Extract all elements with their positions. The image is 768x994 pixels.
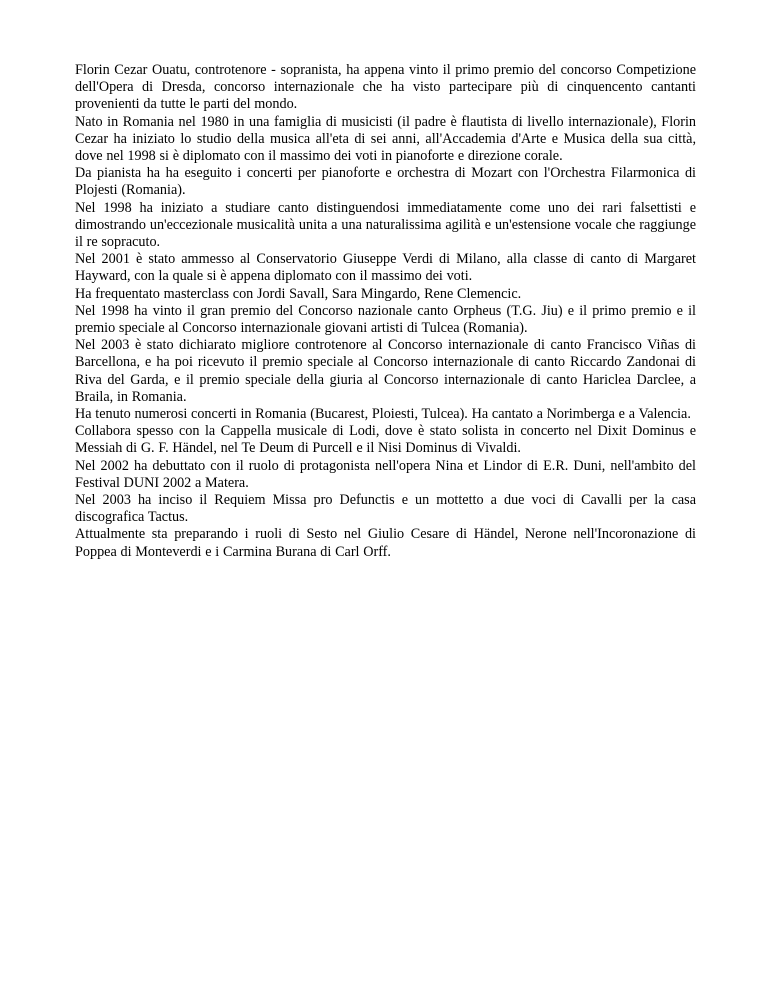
paragraph-singing-start: Nel 1998 ha iniziato a studiare canto distinguendosi immediatamente come uno dei rari falsettisti e dimostrando un'eccezionale musicalità unita a una naturalissima agilità e un'estensione vocale che raggiunge il re sopracuto. (75, 199, 696, 251)
paragraph-cappella: Collabora spesso con la Cappella musicale di Lodi, dove è stato solista in concerto nel Dixit Dominus e Messiah di G. F. Händel, nel Te Deum di Purcell e il Nisi Dominus di Vivaldi. (75, 423, 696, 457)
paragraph-prize-2003: Nel 2003 è stato dichiarato migliore controtenore al Concorso internazionale di canto Francisco Viñas di Barcellona, e ha poi ricevuto il premio speciale al Concorso internazionale di canto Riccardo Zandonai di Riva del Garda, e il premio speciale della giuria al Concorso internazionale di canto Hariclea Darclee, a Braila, in Romania. (75, 337, 696, 405)
paragraph-pianist: Da pianista ha ha eseguito i concerti per pianoforte e orchestra di Mozart con l'Orchestra Filarmonica di Plojesti (Romania). (75, 165, 696, 199)
paragraph-recording: Nel 2003 ha inciso il Requiem Missa pro Defunctis e un mottetto a due voci di Cavalli per la casa discografica Tactus. (75, 492, 696, 526)
paragraph-birth: Nato in Romania nel 1980 in una famiglia di musicisti (il padre è flautista di livello internazionale), Florin Cezar ha iniziato lo studio della musica all'eta di sei anni, all'Accademia d'Arte e Musica della sua città, dove nel 1998 si è diplomato con il massimo dei voti in pianoforte e direzione corale. (75, 113, 696, 165)
paragraph-concerts: Ha tenuto numerosi concerti in Romania (Bucarest, Ploiesti, Tulcea). Ha cantato a Norimberga e a Valencia. (75, 406, 691, 423)
paragraph-conservatory: Nel 2001 è stato ammesso al Conservatorio Giuseppe Verdi di Milano, alla classe di canto di Margaret Hayward, con la quale si è appena diplomato con il massimo dei voti. (75, 251, 696, 285)
paragraph-current: Attualmente sta preparando i ruoli di Sesto nel Giulio Cesare di Händel, Nerone nell'Incoronazione di Poppea di Monteverdi e i Carmina Burana di Carl Orff. (75, 526, 696, 560)
document-page (75, 62, 696, 561)
paragraph-debut: Nel 2002 ha debuttato con il ruolo di protagonista nell'opera Nina et Lindor di E.R. Duni, nell'ambito del Festival DUNI 2002 a Matera. (75, 457, 696, 491)
paragraph-masterclass: Ha frequentato masterclass con Jordi Savall, Sara Mingardo, Rene Clemencic. (75, 285, 522, 302)
paragraph-intro: Florin Cezar Ouatu, controtenore - sopranista, ha appena vinto il primo premio del concorso Competizione dell'Opera di Dresda, concorso internazionale che ha visto partecipare più di cinquencento cantanti provenienti da tutte le parti del mondo. (75, 62, 696, 113)
paragraph-prize-1998: Nel 1998 ha vinto il gran premio del Concorso nazionale canto Orpheus (T.G. Jiu) e il primo premio e il premio speciale al Concorso internazionale giovani artisti di Tulcea (Romania). (75, 302, 696, 337)
